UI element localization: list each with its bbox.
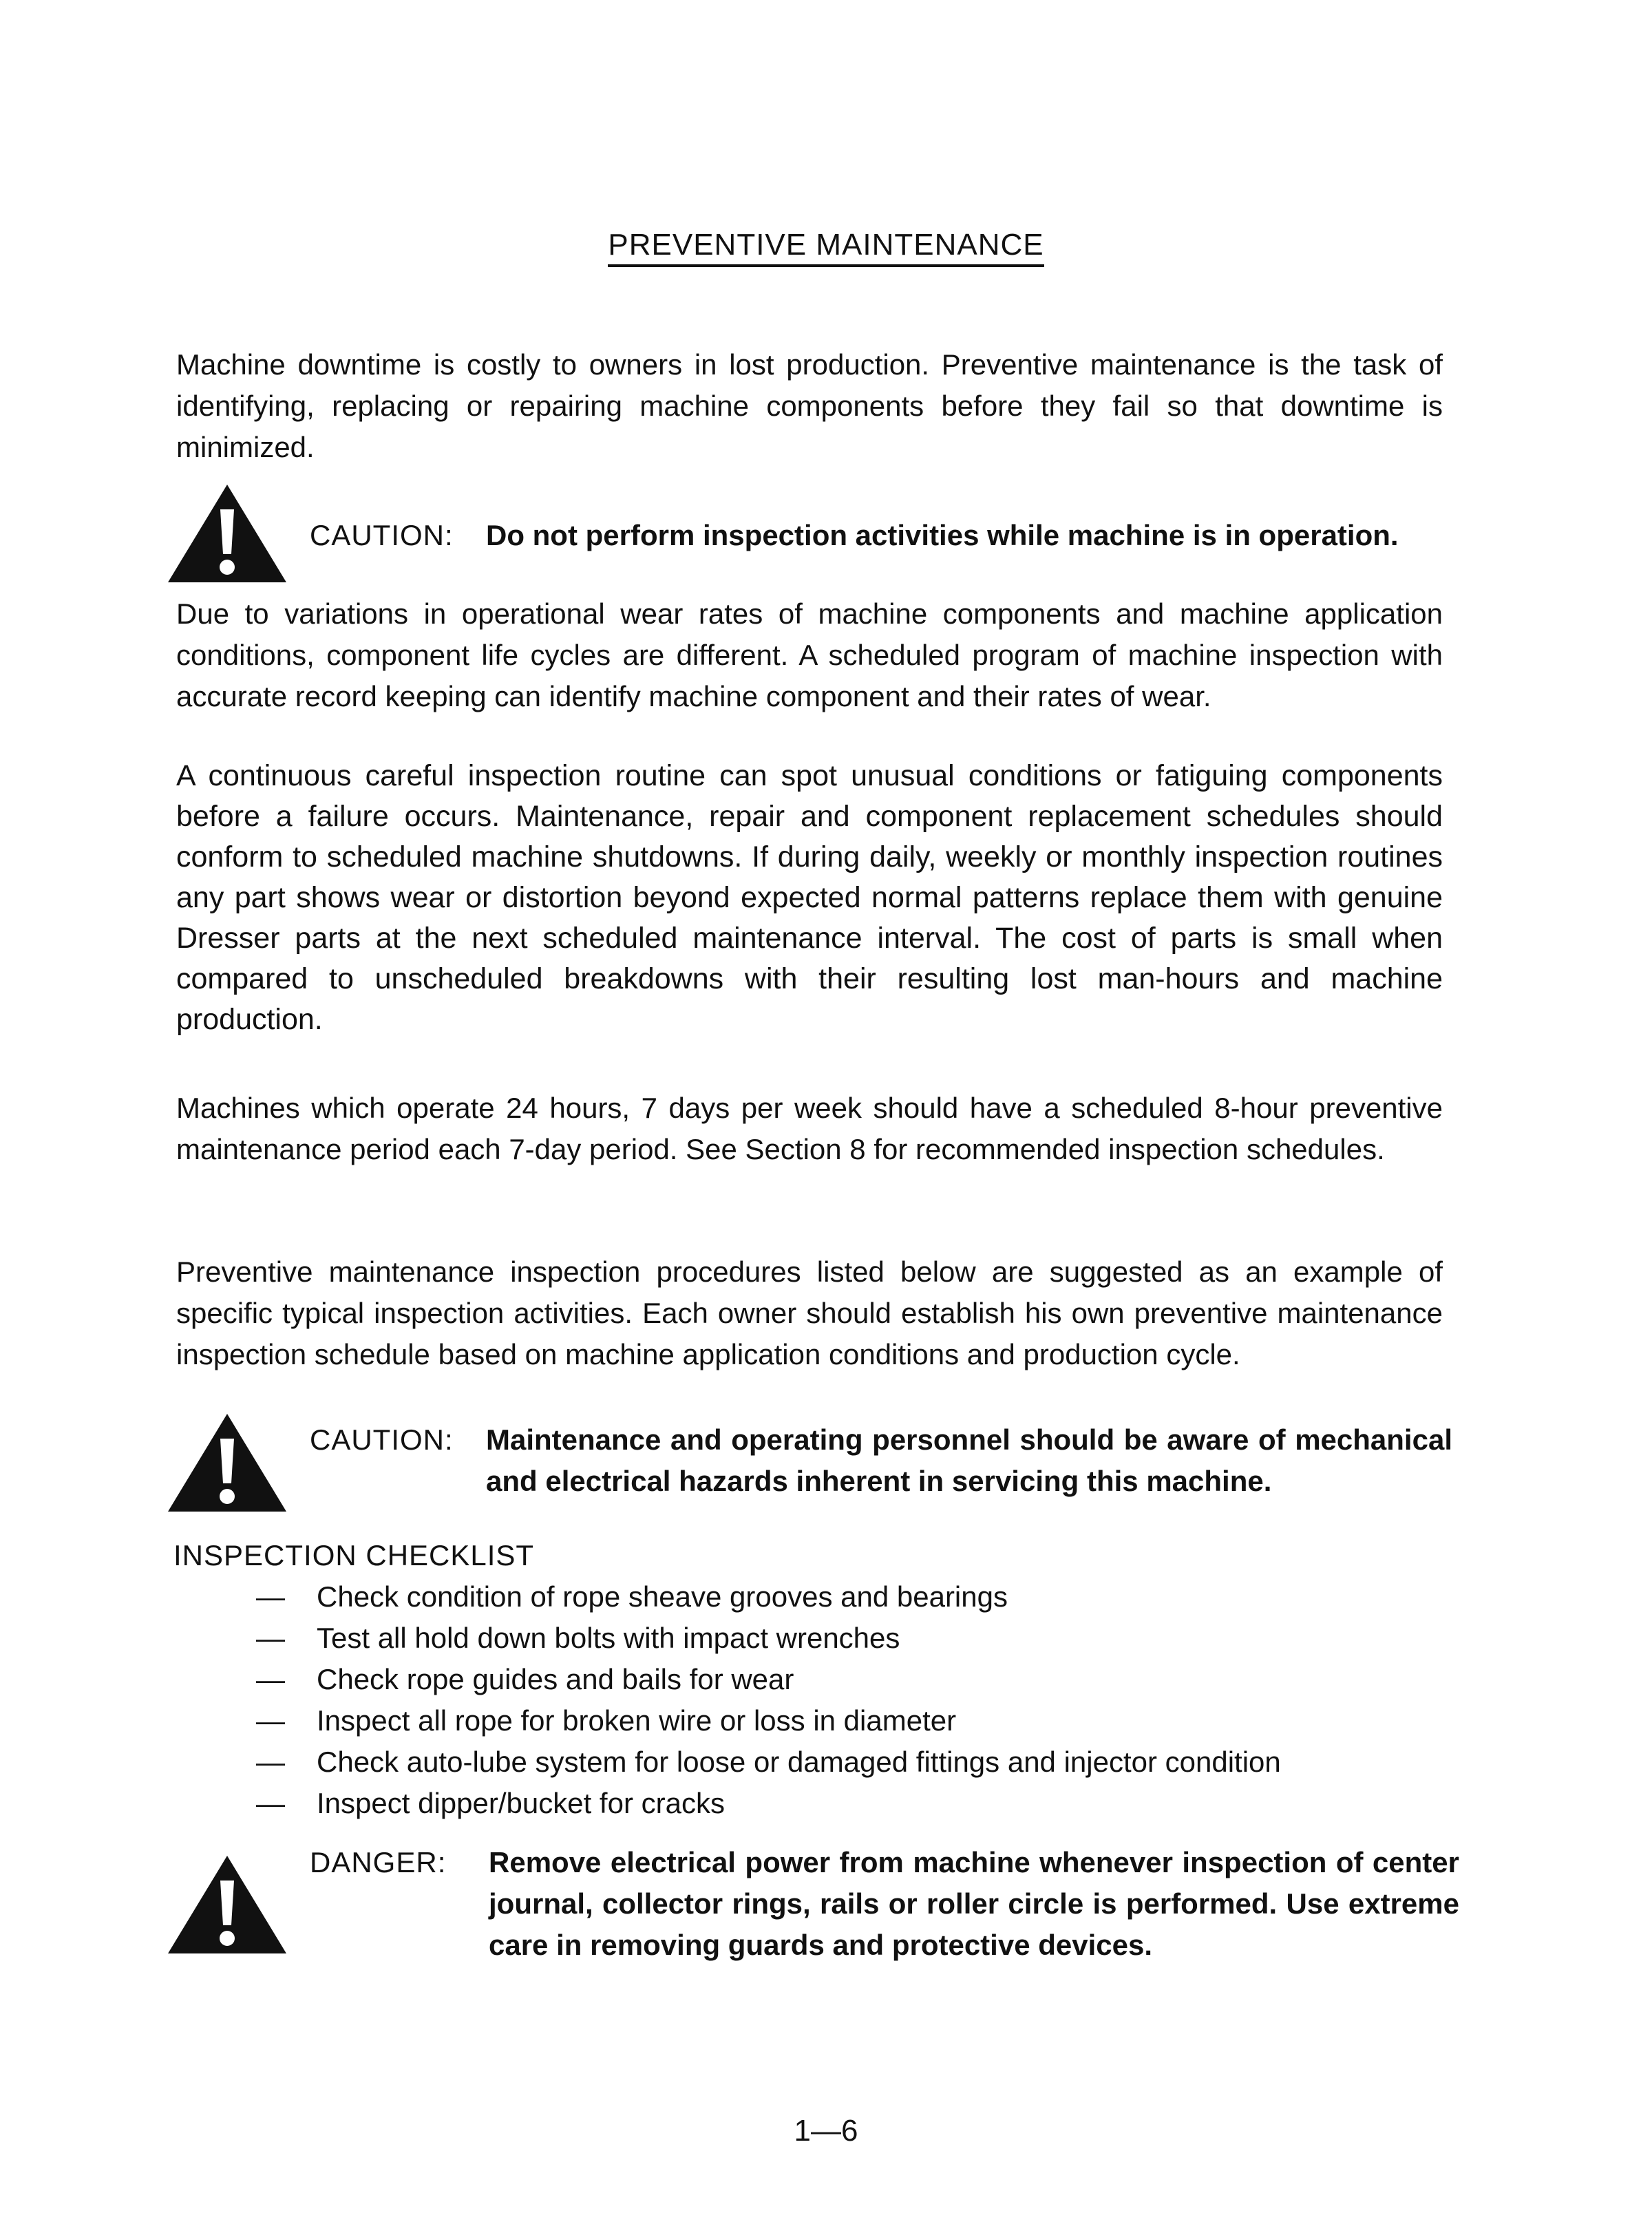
checklist-item: [256, 1783, 1281, 1824]
inspection-checklist: [256, 1576, 1281, 1824]
checklist-item-text: Check auto-lube system for loose or damaged fittings and injector condition: [317, 1746, 1281, 1778]
checklist-item: [256, 1659, 1281, 1700]
danger-text: Remove electrical power from machine whenever inspection of center journal, collector rings, rails or roller circle is performed. Use extreme care in removing guards and protective devices.: [489, 1846, 1459, 1961]
checklist-item-text: Check rope guides and bails for wear: [317, 1663, 794, 1695]
checklist-item: [256, 1618, 1281, 1659]
checklist-item: [256, 1700, 1281, 1741]
dash-bullet: —: [256, 1704, 285, 1737]
checklist-item-text: Check condition of rope sheave grooves and bearings: [317, 1580, 1008, 1613]
paragraph-intro: Machine downtime is costly to owners in lost production. Preventive maintenance is the task of identifying, replacing or repairing machine components before they fail so that downtime is minimized.: [176, 348, 1443, 463]
checklist-item-text: Test all hold down bolts with impact wrenches: [317, 1622, 900, 1654]
paragraph-procedures: Preventive maintenance inspection procedures listed below are suggested as an example of specific typical inspection activities. Each owner should establish his own preventive maintenance inspection schedule based on machine application conditions and production cycle.: [176, 1256, 1443, 1370]
checklist-title: INSPECTION CHECKLIST: [173, 1539, 535, 1571]
page-title: [0, 226, 1652, 264]
checklist-item-text: Inspect all rope for broken wire or loss in diameter: [317, 1704, 957, 1737]
dash-bullet: —: [256, 1663, 285, 1695]
warning-triangle-icon: [165, 482, 289, 585]
warning-triangle-icon: [165, 1853, 289, 1956]
checklist-item-text: Inspect dipper/bucket for cracks: [317, 1787, 725, 1819]
dash-bullet: —: [256, 1787, 285, 1819]
paragraph-variations: Due to variations in operational wear rates of machine components and machine application conditions, component life cycles are different. A scheduled program of machine inspection with accurate record keeping can identify machine component and their rates of wear.: [176, 597, 1443, 712]
warning-triangle-icon: [165, 1411, 289, 1514]
dash-bullet: —: [256, 1622, 285, 1654]
dash-bullet: —: [256, 1746, 285, 1778]
paragraph-schedule: Machines which operate 24 hours, 7 days per week should have a scheduled 8-hour preventive maintenance period each 7-day period. See Section 8 for recommended inspection schedules.: [176, 1092, 1443, 1165]
paragraph-inspection-routine: A continuous careful inspection routine can spot unusual conditions or fatiguing components before a failure occurs. Maintenance, repair and component replacement schedules should conform to scheduled machine shutdowns. If during daily, weekly or monthly inspection routines any part shows wear or distortion beyond expected normal patterns replace them with genuine Dresser parts at the next scheduled maintenance interval. The cost of parts is small when compared to unscheduled breakdowns with their resulting lost man-hours and machine production.: [176, 759, 1443, 1036]
checklist-item: [256, 1741, 1281, 1783]
caution-label-2: CAUTION:: [310, 1423, 454, 1456]
dash-bullet: —: [256, 1580, 285, 1613]
caution-text-1: Do not perform inspection activities while machine is in operation.: [486, 519, 1399, 551]
page-number: 1—6: [794, 2114, 858, 2148]
caution-text-2: Maintenance and operating personnel should be aware of mechanical and electrical hazards inherent in servicing this machine.: [486, 1423, 1452, 1497]
page-title-text: PREVENTIVE MAINTENANCE: [608, 228, 1044, 267]
caution-label-1: CAUTION:: [310, 519, 454, 551]
checklist-item: [256, 1576, 1281, 1618]
danger-label: DANGER:: [310, 1846, 447, 1878]
